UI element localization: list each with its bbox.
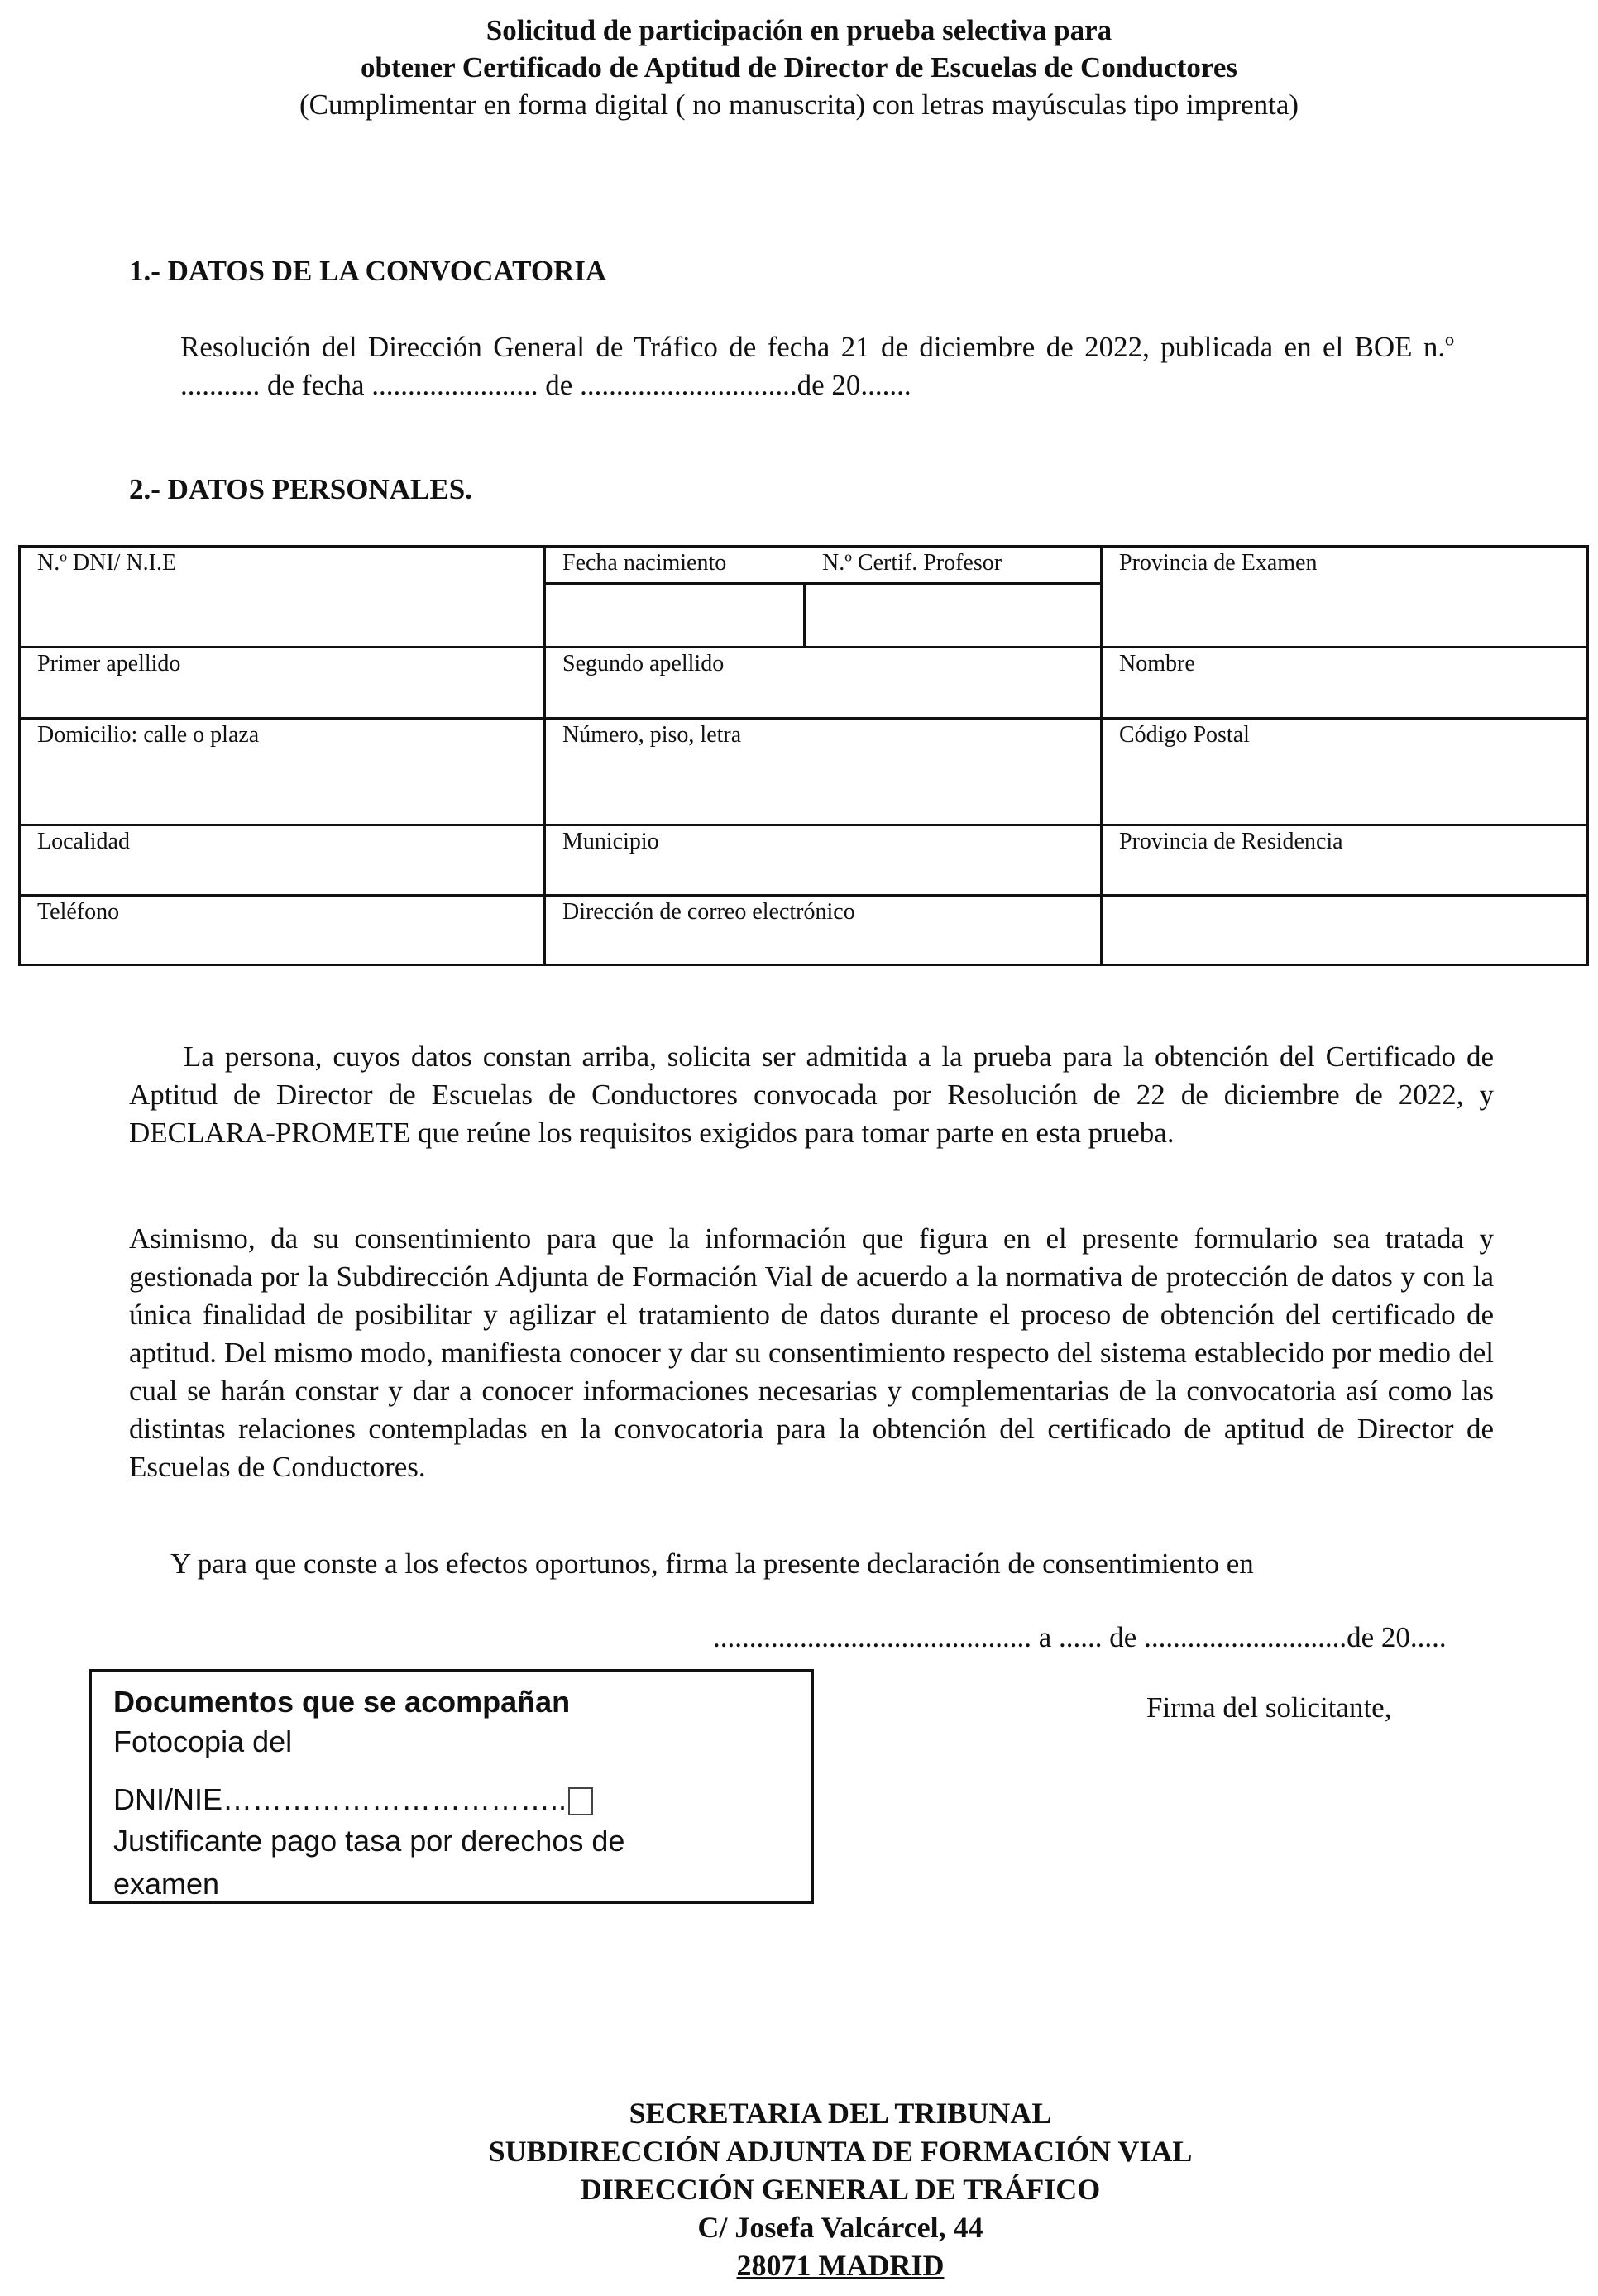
field-domicilio-label: Domicilio: calle o plaza xyxy=(37,722,260,748)
field-localidad-label: Localidad xyxy=(37,829,130,854)
field-extra-empty[interactable] xyxy=(1102,896,1588,965)
field-nombre-label: Nombre xyxy=(1119,651,1195,677)
dni-checkbox[interactable] xyxy=(568,1787,593,1815)
field-dni-label: N.º DNI/ N.I.E xyxy=(37,550,177,576)
field-municipio[interactable] xyxy=(545,825,1102,896)
field-nombre[interactable] xyxy=(1102,648,1588,719)
personal-data-table xyxy=(18,545,1589,966)
form-title-line-1: Solicitud de participación en prueba selectiva para xyxy=(486,14,1112,46)
form-instructions: (Cumplimentar en forma digital ( no manuscrita) con letras mayúsculas tipo imprenta) xyxy=(299,88,1299,121)
field-provincia-residencia[interactable] xyxy=(1102,825,1588,896)
footer-line-5: 28071 MADRID xyxy=(736,2249,945,2282)
footer-line-4: C/ Josefa Valcárcel, 44 xyxy=(697,2211,983,2244)
form-title-line-2: obtener Certificado de Aptitud de Director de Escuelas de Conductores xyxy=(361,51,1237,84)
field-fecha-nacimiento-label-cell xyxy=(546,548,806,582)
section-1-title: 1.- DATOS DE LA CONVOCATORIA xyxy=(129,255,607,287)
documents-line-2: DNI/NIE…………………………….. xyxy=(113,1782,567,1816)
documents-box xyxy=(89,1669,814,1904)
field-segundo-apellido-label: Segundo apellido xyxy=(562,651,725,677)
declaration-paragraph-2: Asimismo, da su consentimiento para que la información que figura en el presente formulario sea tratada y gestionada por la Subdirección Adjunta de Formación Vial de acuerdo a la normativa de protección de datos y con la única finalidad de posibilitar y agilizar el tratamiento de datos durante el proceso de obtención del certificado de aptitud. Del mismo modo, manifiesta conocer y dar su consentimiento respecto del sistema establecido por medio del cual se harán constar y dar a conocer informaciones necesarias y complementarias de la convocatoria así como las distintas relaciones contempladas en la convocatoria para la obtención del certificado de aptitud de Director de Escuelas de Conductores. xyxy=(129,1222,1494,1483)
field-certif-profesor-input[interactable] xyxy=(806,582,1100,646)
footer-line-3: DIRECCIÓN GENERAL DE TRÁFICO xyxy=(580,2173,1101,2206)
documents-line-4: examen xyxy=(113,1867,220,1901)
section-2-title: 2.- DATOS PERSONALES. xyxy=(129,473,472,505)
field-dni[interactable] xyxy=(20,547,545,648)
field-email[interactable] xyxy=(545,896,1102,965)
field-localidad[interactable] xyxy=(20,825,545,896)
field-segundo-apellido[interactable] xyxy=(545,648,1102,719)
field-numero-piso[interactable] xyxy=(545,719,1102,825)
declaration-paragraph-3: Y para que conste a los efectos oportunos, firma la presente declaración de consentimiento en xyxy=(170,1547,1254,1580)
field-certif-profesor-label: N.º Certif. Profesor xyxy=(822,550,1002,576)
documents-title: Documentos que se acompañan xyxy=(113,1685,571,1719)
convocatoria-text: Resolución del Dirección General de Tráfico de fecha 21 de diciembre de 2022, publicada en el BOE n.º ........... de fecha ....................... de ..............................de 20....... xyxy=(180,331,1454,401)
place-date-line[interactable]: ............................................ a ...... de ............................de 20..... xyxy=(713,1621,1447,1653)
field-telefono[interactable] xyxy=(20,896,545,965)
signature-label: Firma del solicitante, xyxy=(1146,1691,1392,1724)
field-domicilio[interactable] xyxy=(20,719,545,825)
field-email-label: Dirección de correo electrónico xyxy=(562,899,855,925)
footer-line-2: SUBDIRECCIÓN ADJUNTA DE FORMACIÓN VIAL xyxy=(488,2135,1193,2168)
field-fecha-certif-group xyxy=(545,547,1102,648)
documents-line-3: Justificante pago tasa por derechos de xyxy=(113,1824,625,1858)
footer-line-1: SECRETARIA DEL TRIBUNAL xyxy=(629,2097,1052,2130)
form-header xyxy=(0,12,1598,123)
field-primer-apellido[interactable] xyxy=(20,648,545,719)
field-provincia-residencia-label: Provincia de Residencia xyxy=(1119,829,1343,854)
field-fecha-nacimiento-input[interactable] xyxy=(546,582,806,646)
field-codigo-postal[interactable] xyxy=(1102,719,1588,825)
field-telefono-label: Teléfono xyxy=(37,899,120,925)
field-primer-apellido-label: Primer apellido xyxy=(37,651,181,677)
field-codigo-postal-label: Código Postal xyxy=(1119,722,1250,748)
field-fecha-nacimiento-label: Fecha nacimiento xyxy=(562,550,727,576)
documents-line-1: Fotocopia del xyxy=(113,1724,293,1758)
footer-address xyxy=(0,2094,1598,2284)
field-municipio-label: Municipio xyxy=(562,829,659,854)
declaration-paragraph-1: La persona, cuyos datos constan arriba, solicita ser admitida a la prueba para la obtención del Certificado de Aptitud de Director de Escuelas de Conductores convocada por Resolución de 22 de diciembre de 2022, y DECLARA-PROMETE que reúne los requisitos exigidos para tomar parte en esta prueba. xyxy=(129,1040,1494,1149)
field-provincia-examen[interactable] xyxy=(1102,547,1588,648)
documents-dni-row xyxy=(113,1782,593,1817)
field-certif-profesor-label-cell xyxy=(806,548,1100,582)
field-numero-piso-label: Número, piso, letra xyxy=(562,722,742,748)
field-provincia-examen-label: Provincia de Examen xyxy=(1119,550,1318,576)
